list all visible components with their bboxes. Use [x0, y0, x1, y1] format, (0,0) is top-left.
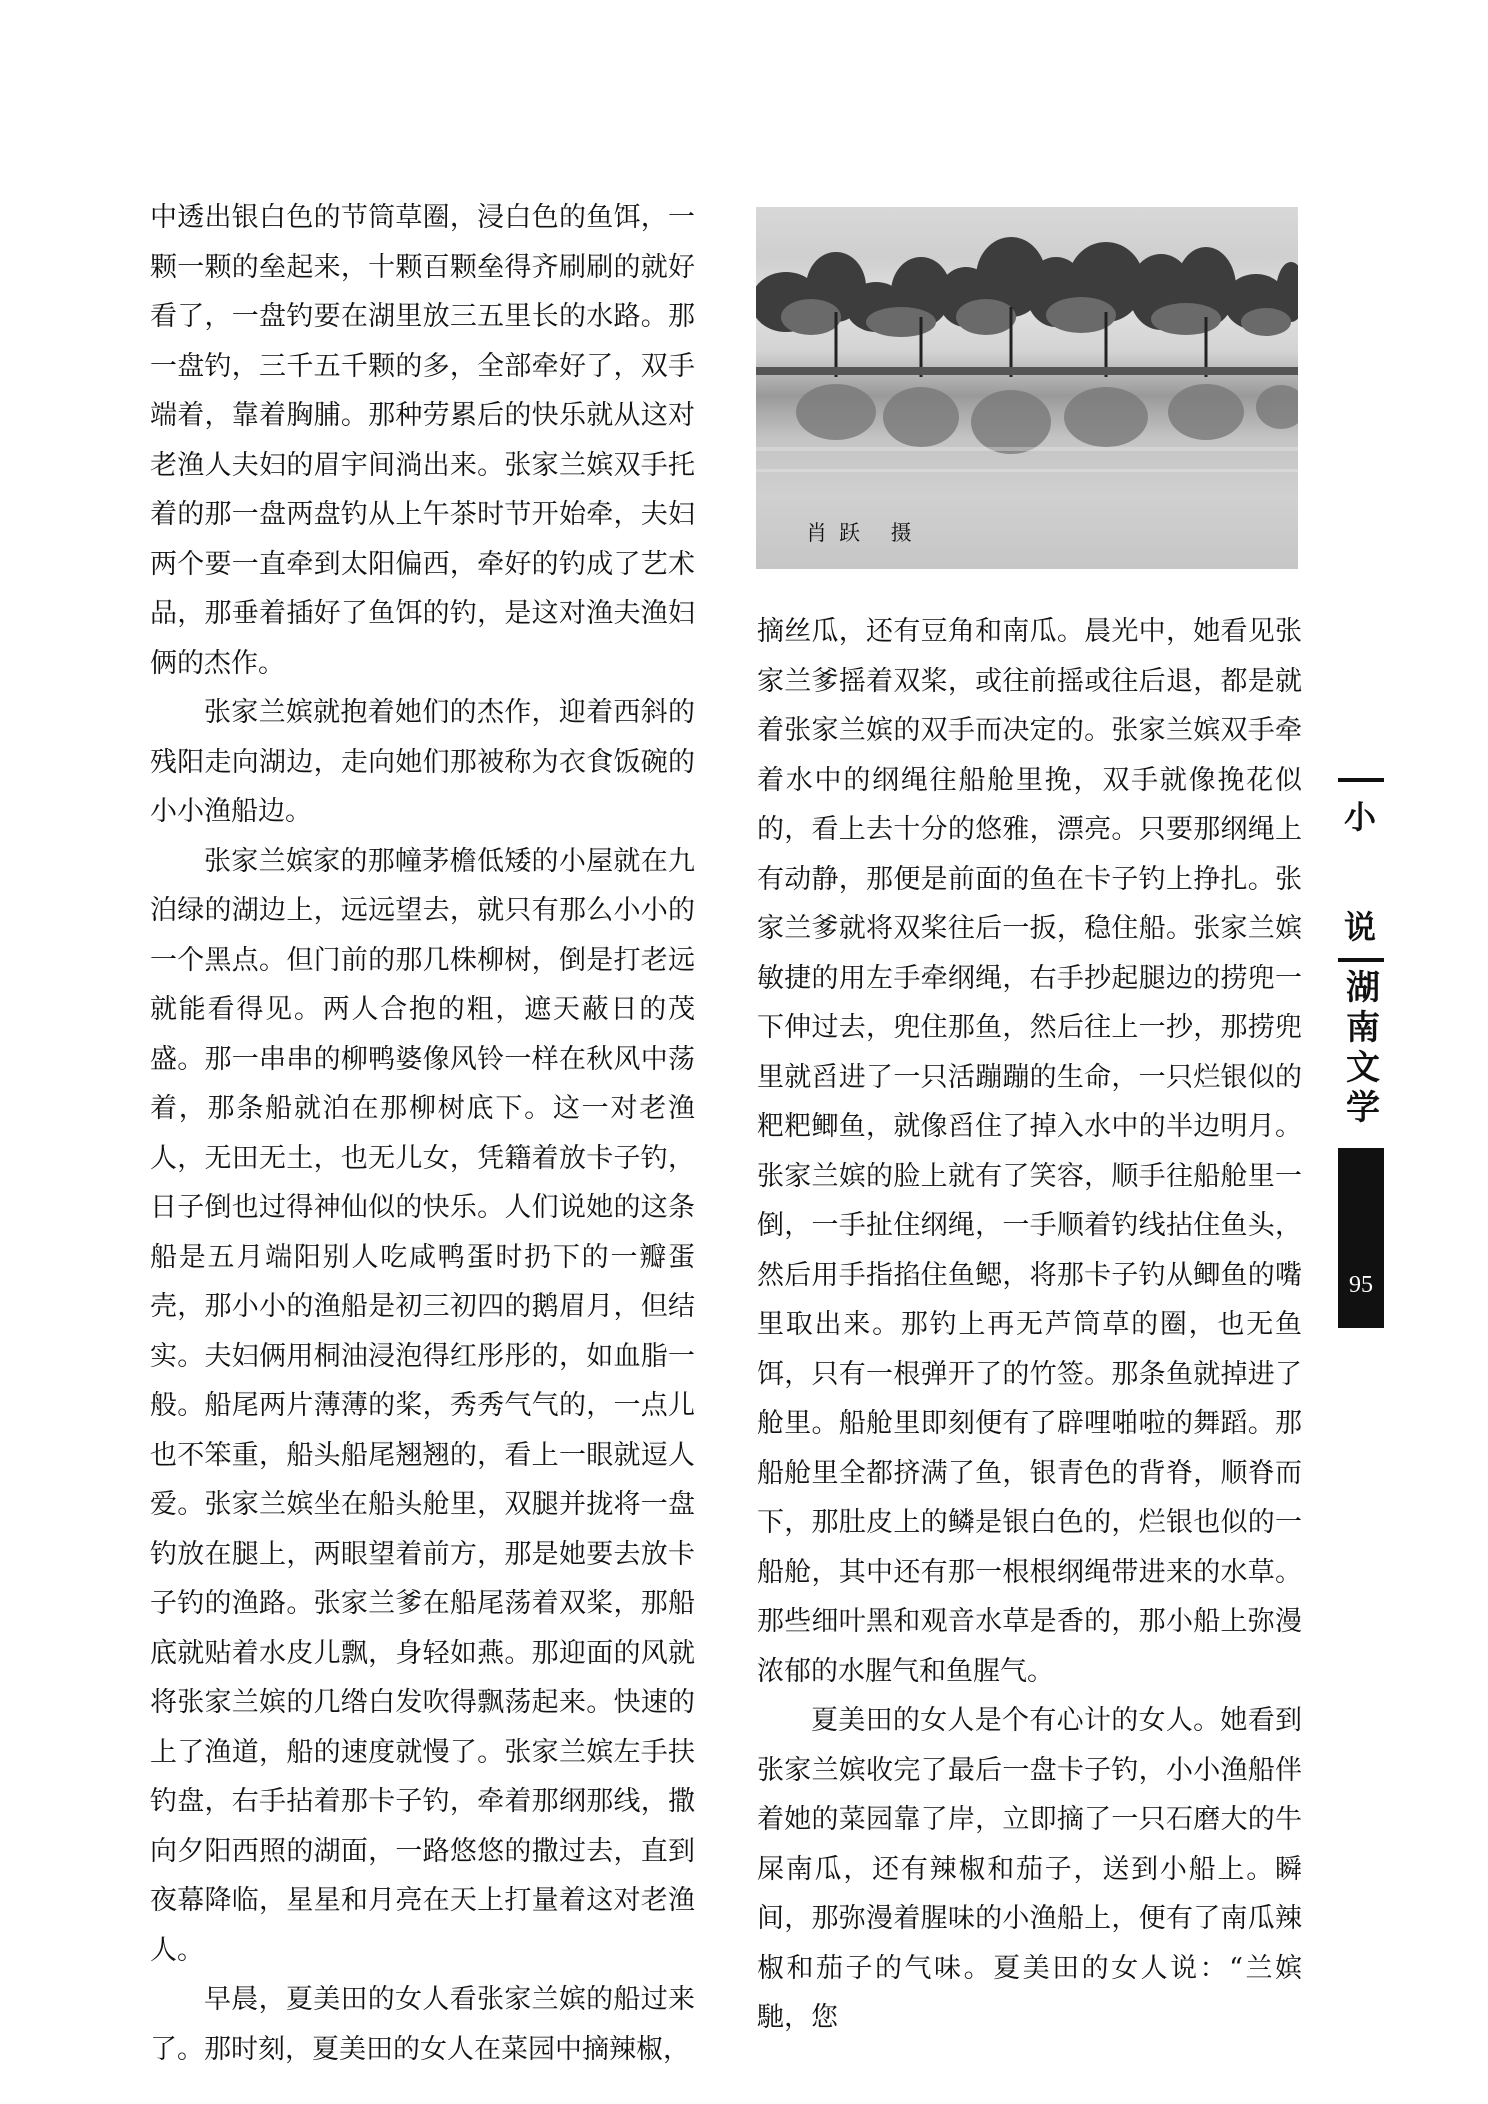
photo-illustration: [756, 207, 1298, 569]
paragraph: 张家兰嫔就抱着她们的杰作，迎着西斜的残阳走向湖边，走向她们那被称为衣食饭碗的小小渔船边。: [150, 697, 695, 827]
page-number: 95: [1349, 1272, 1373, 1298]
left-text-column: [150, 193, 695, 2074]
paragraph: 张家兰嫔家的那幢茅檐低矮的小屋就在九泊绿的湖边上，远远望去，就只有那么小小的一个黑点。但门前的那几株柳树，倒是打老远就能看得见。两人合抱的粗，遮天蔽日的茂盛。那一串串的柳鸭婆像风铃一样在秋风中荡着，那条船就泊在那柳树底下。这一对老渔人，无田无土，也无儿女，凭籍着放卡子钓，日子倒也过得神仙似的快乐。人们说她的这条船是五月端阳别人吃咸鸭蛋时扔下的一瓣蛋壳，那小小的渔船是初三初四的鹅眉月，但结实。夫妇俩用桐油浸泡得红彤彤的，如血脂一般。船尾两片薄薄的桨，秀秀气气的，一点儿也不笨重，船头船尾翘翘的，看上一眼就逗人爱。张家兰嫔坐在船头舱里，双腿并拢将一盘钓放在腿上，两眼望着前方，那是她要去放卡子钓的渔路。张家兰爹在船尾荡着双桨，那船底就贴着水皮儿飘，身轻如燕。那迎面的风就将张家兰嫔的几绺白发吹得飘荡起来。快速的上了渔道，船的速度就慢了。张家兰嫔左手扶钓盘，右手拈着那卡子钓，牵着那纲那线，撒向夕阳西照的湖面，一路悠悠的撒过去，直到夜幕降临，星星和月亮在天上打量着这对老渔人。: [150, 845, 695, 1966]
paragraph: 早晨，夏美田的女人看张家兰嫔的船过来了。那时刻，夏美田的女人在菜园中摘辣椒，: [150, 1984, 695, 2065]
paragraph: 中透出银白色的节筒草圈，浸白色的鱼饵，一颗一颗的垒起来，十颗百颗垒得齐刷刷的就好看了，一盘钓要在湖里放三五里长的水路。那一盘钓，三千五千颗的多，全部牵好了，双手端着，靠着胸脯。那种劳累后的快乐就从这对老渔人夫妇的眉宇间淌出来。张家兰嫔双手托着的那一盘两盘钓从上午茶时节开始牵，夫妇两个要一直牵到太阳偏西，牵好的钓成了艺术品，那垂着插好了鱼饵的钓，是这对渔夫渔妇俩的杰作。: [150, 202, 695, 679]
section-label-char: 小: [1344, 798, 1377, 836]
lake-willow-photo: [756, 207, 1298, 569]
section-rule: [1338, 958, 1384, 962]
paragraph: 夏美田的女人是个有心计的女人。她看到张家兰嫔收完了最后一盘卡子钓，小小渔船伴着她的菜园靠了岸，立即摘了一只石磨大的牛屎南瓜，还有辣椒和茄子，送到小船上。瞬间，那弥漫着腥味的小渔船上，便有了南瓜辣椒和茄子的气味。夏美田的女人说：“兰嫔馳，您: [757, 1705, 1302, 2033]
page-number-tab: [1338, 1148, 1384, 1328]
magazine-name: 湖南文学: [1346, 968, 1380, 1128]
photo-credit: 肖跃 摄: [806, 521, 924, 545]
right-text-column: [757, 607, 1302, 2043]
section-rule: [1338, 778, 1384, 782]
section-label-char: 说: [1344, 908, 1377, 946]
paragraph: 摘丝瓜，还有豆角和南瓜。晨光中，她看见张家兰爹摇着双桨，或往前摇或往后退，都是就着张家兰嫔的双手而决定的。张家兰嫔双手牵着水中的纲绳往船舱里挽，双手就像挽花似的，看上去十分的悠雅，漂亮。只要那纲绳上有动静，那便是前面的鱼在卡子钓上挣扎。张家兰爹就将双桨往后一扳，稳住船。张家兰嫔敏捷的用左手牵纲绳，右手抄起腿边的捞兜一下伸过去，兜住那鱼，然后往上一抄，那捞兜里就舀进了一只活蹦蹦的生命，一只烂银似的粑粑鲫鱼，就像舀住了掉入水中的半边明月。张家兰嫔的脸上就有了笑容，顺手往船舱里一倒，一手扯住纲绳，一手顺着钓线拈住鱼头，然后用手指掐住鱼鳃，将那卡子钓从鲫鱼的嘴里取出来。那钓上再无芦筒草的圈，也无鱼饵，只有一根弹开了的竹签。那条鱼就掉进了舱里。船舱里即刻便有了辟哩啪啦的舞蹈。那船舱里全都挤满了鱼，银青色的背脊，顺脊而下，那肚皮上的鳞是银白色的，烂银也似的一船舱，其中还有那一根根纲绳带进来的水草。那些细叶黑和观音水草是香的，那小船上弥漫浓郁的水腥气和鱼腥气。: [757, 616, 1302, 1687]
